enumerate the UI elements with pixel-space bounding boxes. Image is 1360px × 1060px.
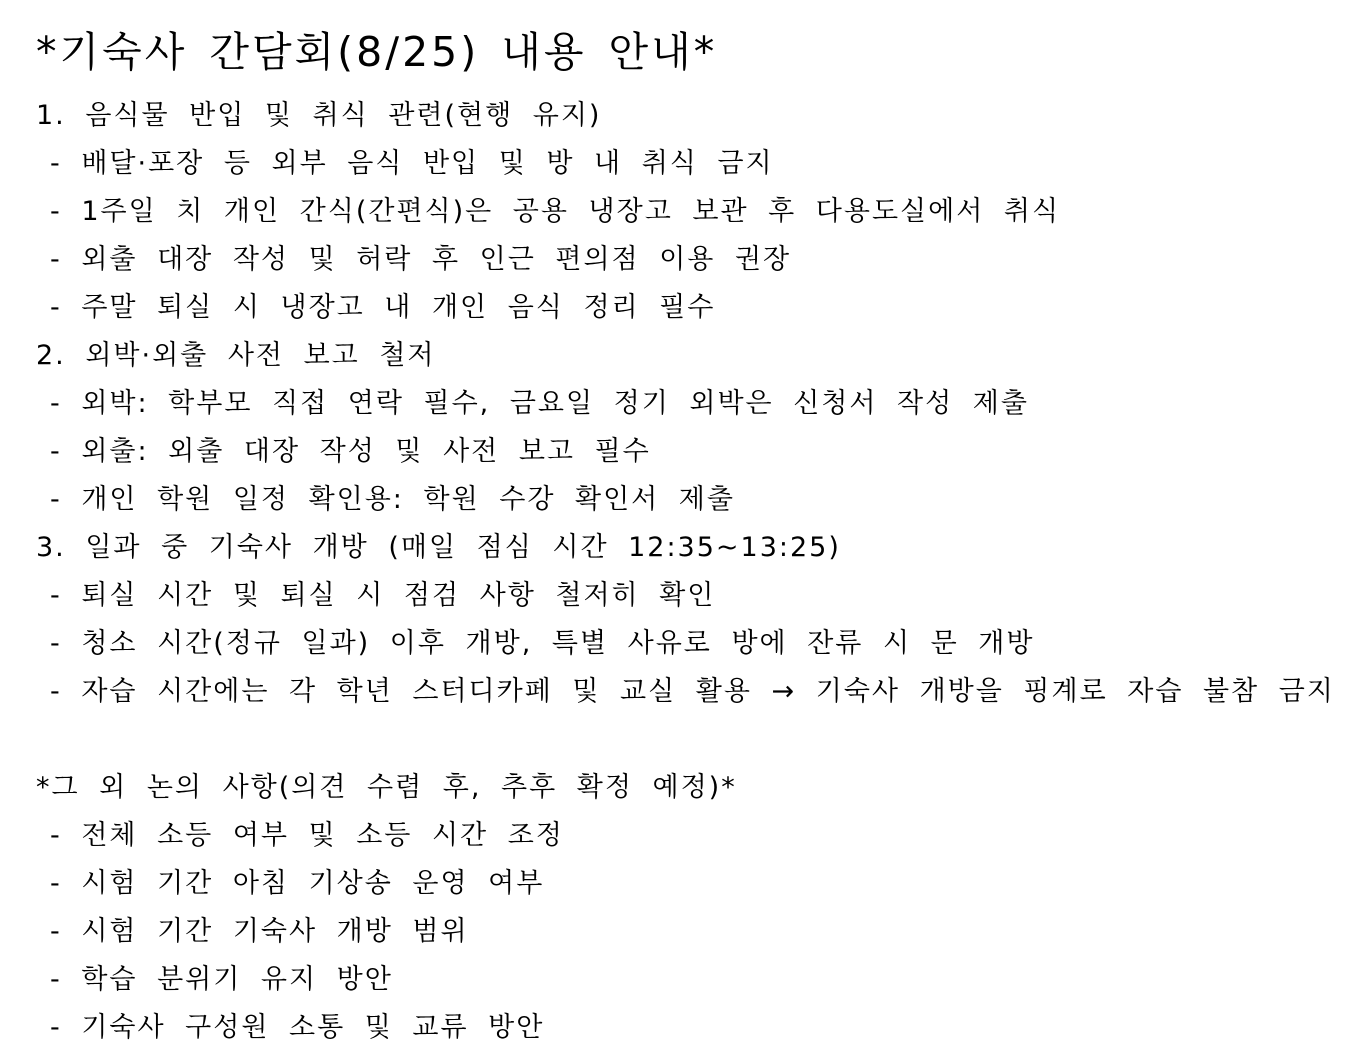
section-2-item: - 개인 학원 일정 확인용: 학원 수강 확인서 제출 <box>50 484 735 515</box>
section-3-item: - 청소 시간(정규 일과) 이후 개방, 특별 사유로 방에 잔류 시 문 개방 <box>50 628 1035 659</box>
section-heading-1: 1. 음식물 반입 및 취식 관련(현행 유지) <box>36 100 602 131</box>
section-2-item: - 외출: 외출 대장 작성 및 사전 보고 필수 <box>50 436 651 467</box>
section-2-item: - 외박: 학부모 직접 연락 필수, 금요일 정기 외박은 신청서 작성 제출 <box>50 388 1029 419</box>
other-topic-item: - 기숙사 구성원 소통 및 교류 방안 <box>50 1012 545 1043</box>
other-topic-item: - 전체 소등 여부 및 소등 시간 조정 <box>50 820 564 851</box>
other-topic-item: - 시험 기간 기숙사 개방 범위 <box>50 916 469 947</box>
other-topic-item: - 학습 분위기 유지 방안 <box>50 964 393 995</box>
section-heading-3: 3. 일과 중 기숙사 개방 (매일 점심 시간 12:35~13:25) <box>36 532 841 563</box>
section-1-item: - 배달·포장 등 외부 음식 반입 및 방 내 취식 금지 <box>50 148 774 179</box>
section-1-item: - 1주일 치 개인 간식(간편식)은 공용 냉장고 보관 후 다용도실에서 취식 <box>50 196 1061 227</box>
other-topic-item: - 시험 기간 아침 기상송 운영 여부 <box>50 868 545 899</box>
section-3-item: - 자습 시간에는 각 학년 스터디카페 및 교실 활용 → 기숙사 개방을 핑계로 자습 불참 금지 <box>50 676 1335 707</box>
section-1-item: - 외출 대장 작성 및 허락 후 인근 편의점 이용 권장 <box>50 244 792 275</box>
other-topics-heading: *그 외 논의 사항(의견 수렴 후, 추후 확정 예정)* <box>36 772 737 803</box>
section-1-item: - 주말 퇴실 시 냉장고 내 개인 음식 정리 필수 <box>50 292 716 323</box>
document-title: *기숙사 간담회(8/25) 내용 안내* <box>36 28 718 76</box>
section-heading-2: 2. 외박·외출 사전 보고 철저 <box>36 340 436 371</box>
section-3-item: - 퇴실 시간 및 퇴실 시 점검 사항 철저히 확인 <box>50 580 716 611</box>
